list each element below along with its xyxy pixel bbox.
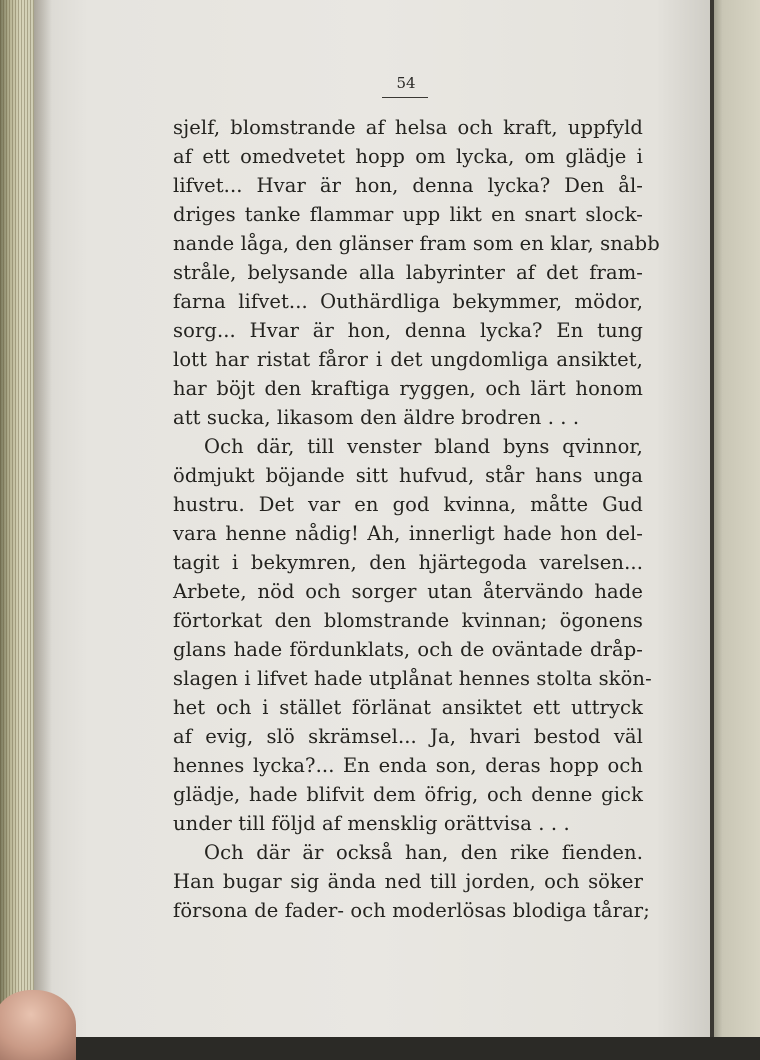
text-line: af evig, slö skrämsel... Ja, hvari bestod väl (173, 725, 643, 748)
text-line: glädje, hade blifvit dem öfrig, och denne gick (173, 783, 643, 806)
page-number: 54 (396, 74, 416, 92)
gutter-shadow (34, 0, 52, 1037)
page-number-rule (382, 97, 428, 98)
text-line: lifvet... Hvar är hon, denna lycka? Den ål- (173, 174, 643, 197)
text-line: försona de fader- och moderlösas blodiga tårar; (173, 899, 650, 922)
text-line: vara henne nådig! Ah, innerligt hade hon del- (173, 522, 643, 545)
text-line: har böjt den kraftiga ryggen, och lärt honom (173, 377, 643, 400)
text-line: het och i stället förlänat ansiktet ett uttryck (173, 696, 643, 719)
text-line: hennes lycka?... En enda son, deras hopp och (173, 754, 643, 777)
text-line: under till följd af mensklig orättvisa . . . (173, 812, 570, 835)
book-left-edge (0, 0, 34, 1037)
text-line: driges tanke flammar upp likt en snart slock- (173, 203, 643, 226)
text-line: Arbete, nöd och sorger utan återvändo hade (173, 580, 643, 603)
text-line: glans hade fördunklats, och de oväntade dråp- (173, 638, 643, 661)
text-line: Och där är också han, den rike fienden. (204, 841, 643, 864)
thumb (0, 990, 76, 1060)
text-line: Och där, till venster bland byns qvinnor, (204, 435, 643, 458)
text-line: slagen i lifvet hade utplånat hennes stolta skön- (173, 667, 652, 690)
text-line: sorg... Hvar är hon, denna lycka? En tung (173, 319, 643, 342)
text-line: lott har ristat fåror i det ungdomliga ansiktet, (173, 348, 643, 371)
text-line: tagit i bekymren, den hjärtegoda varelsen... (173, 551, 643, 574)
text-line: ödmjukt böjande sitt hufvud, står hans unga (173, 464, 643, 487)
text-line: stråle, belysande alla labyrinter af det fram- (173, 261, 643, 284)
text-line: nande låga, den glänser fram som en klar, snabb (173, 232, 660, 255)
text-line: af ett omedvetet hopp om lycka, om glädje i (173, 145, 643, 168)
book-right-page-edge (710, 0, 760, 1037)
text-line: farna lifvet... Outhärdliga bekymmer, mödor, (173, 290, 643, 313)
text-line: att sucka, likasom den äldre brodren . . . (173, 406, 580, 429)
text-line: sjelf, blomstrande af helsa och kraft, uppfyld (173, 116, 643, 139)
text-line: Han bugar sig ända ned till jorden, och söker (173, 870, 643, 893)
text-line: förtorkat den blomstrande kvinnan; ögonens (173, 609, 643, 632)
text-line: hustru. Det var en god kvinna, måtte Gud (173, 493, 643, 516)
